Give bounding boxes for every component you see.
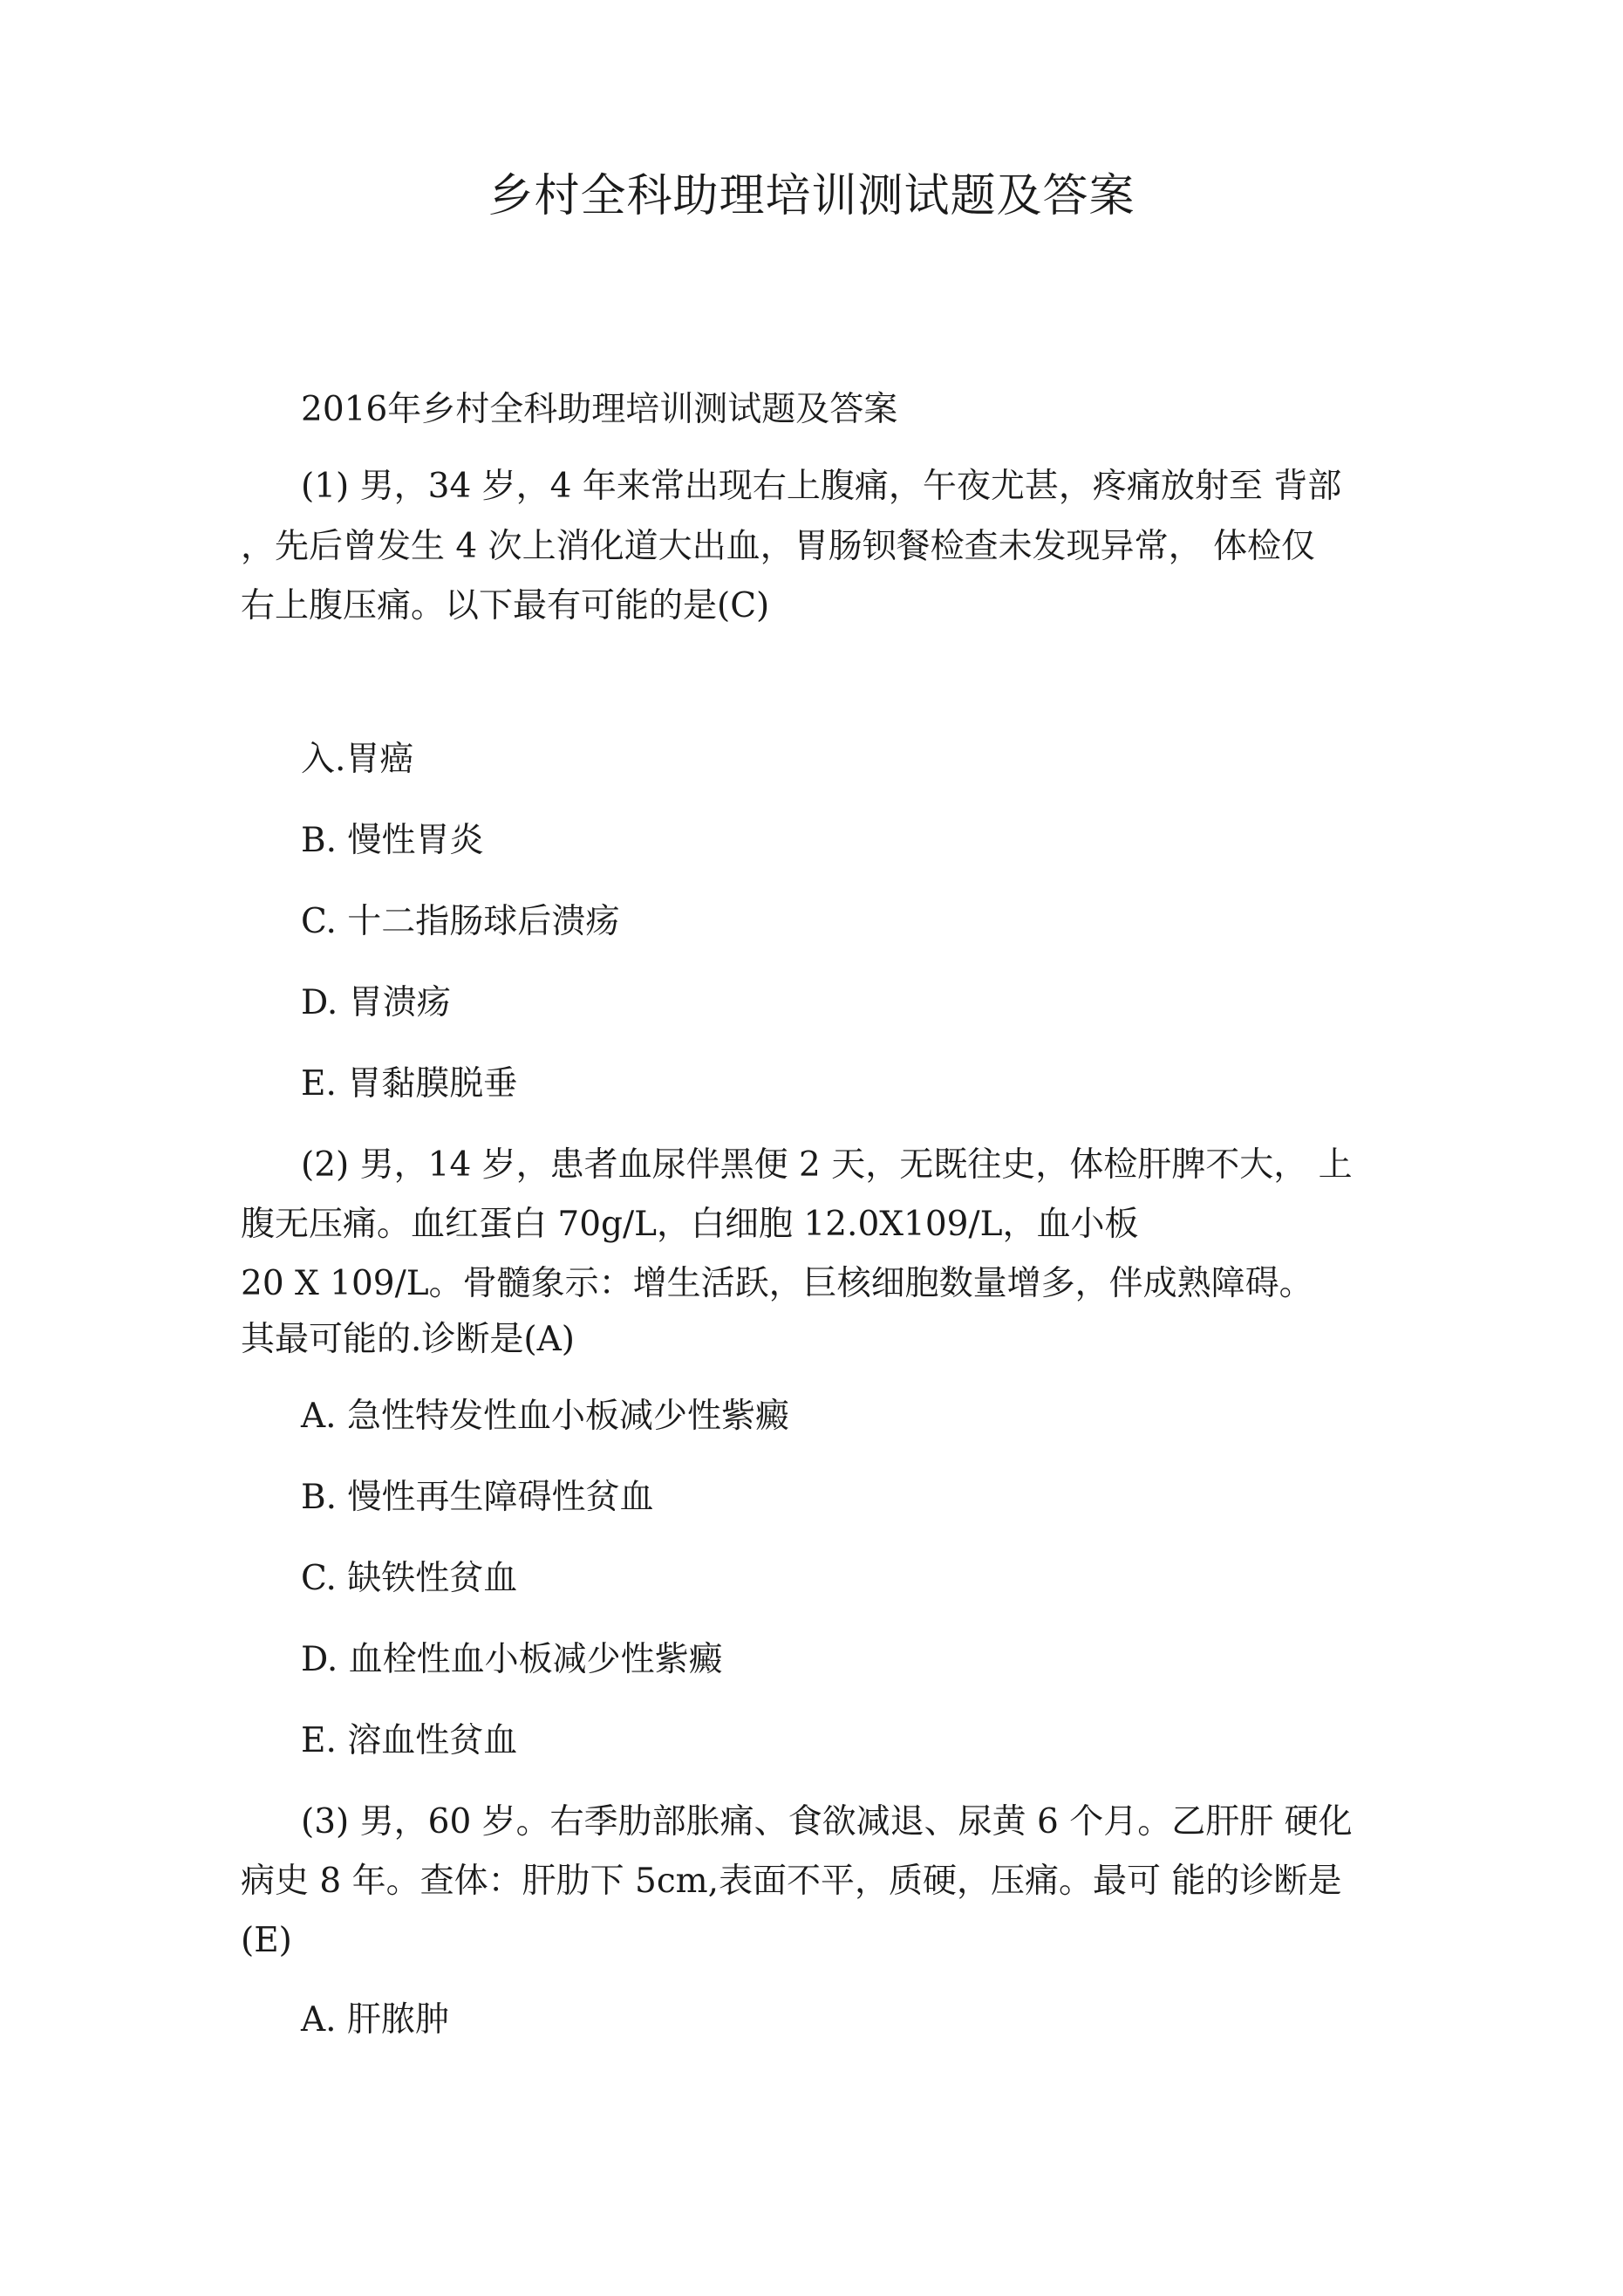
q2-option-a: A. 急性特发性血小板减少性紫癜: [301, 1397, 789, 1436]
document-subtitle: 2016年乡村全科助理培训测试题及答案: [301, 390, 898, 429]
q2-option-d: D. 血栓性血小板减少性紫癜: [301, 1640, 723, 1679]
q2-option-e: E. 溶血性贫血: [301, 1721, 518, 1760]
q1-stem-line-1: (1) 男，34 岁，4 年来常出现右上腹痛，午夜尤甚，疼痛放射至 背部: [301, 467, 1342, 506]
q1-option-c: C. 十二指肠球后溃疡: [301, 902, 620, 941]
q1-option-b: B. 慢性胃炎: [301, 821, 484, 860]
q3-stem-line-3: (E): [241, 1921, 292, 1960]
q3-option-a: A. 肝脓肿: [301, 2000, 449, 2040]
q2-stem-line-3: 20 X 109/L。骨髓象示：增生活跃，巨核细胞数量增多，伴成熟障碍。: [241, 1264, 1313, 1303]
q2-stem-line-2: 腹无压痛。血红蛋白 70g/L，白细胞 12.0X109/L，血小板: [241, 1205, 1139, 1244]
q1-stem-line-2: ，先后曾发生 4 次上消化道大出血，胃肠钡餐检查未发现异常， 体检仅: [241, 527, 1316, 566]
q1-option-d: D. 胃溃疡: [301, 983, 451, 1022]
q2-stem-line-1: (2) 男，14 岁，患者血尿伴黑便 2 天，无既往史，体检肝脾不大， 上: [301, 1145, 1353, 1185]
q1-option-a: 入.胃癌: [301, 740, 414, 779]
q3-stem-line-2: 病史 8 年。查体：肝肋下 5cm,表面不平，质硬，压痛。最可 能的诊断是: [241, 1862, 1342, 1901]
q2-stem-line-4: 其最可能的.诊断是(A): [241, 1320, 575, 1359]
q1-stem-line-3: 右上腹压痛。以下最有可能的是(C): [241, 586, 770, 625]
q2-option-c: C. 缺铁性贫血: [301, 1559, 518, 1598]
document-title: 乡村全科助理培训测试题及答案: [488, 170, 1135, 222]
q3-stem-line-1: (3) 男，60 岁。右季肋部胀痛、食欲减退、尿黄 6 个月。乙肝肝 硬化: [301, 1802, 1353, 1842]
q1-option-e: E. 胃黏膜脱垂: [301, 1064, 518, 1104]
q2-option-b: B. 慢性再生障碍性贫血: [301, 1478, 654, 1517]
